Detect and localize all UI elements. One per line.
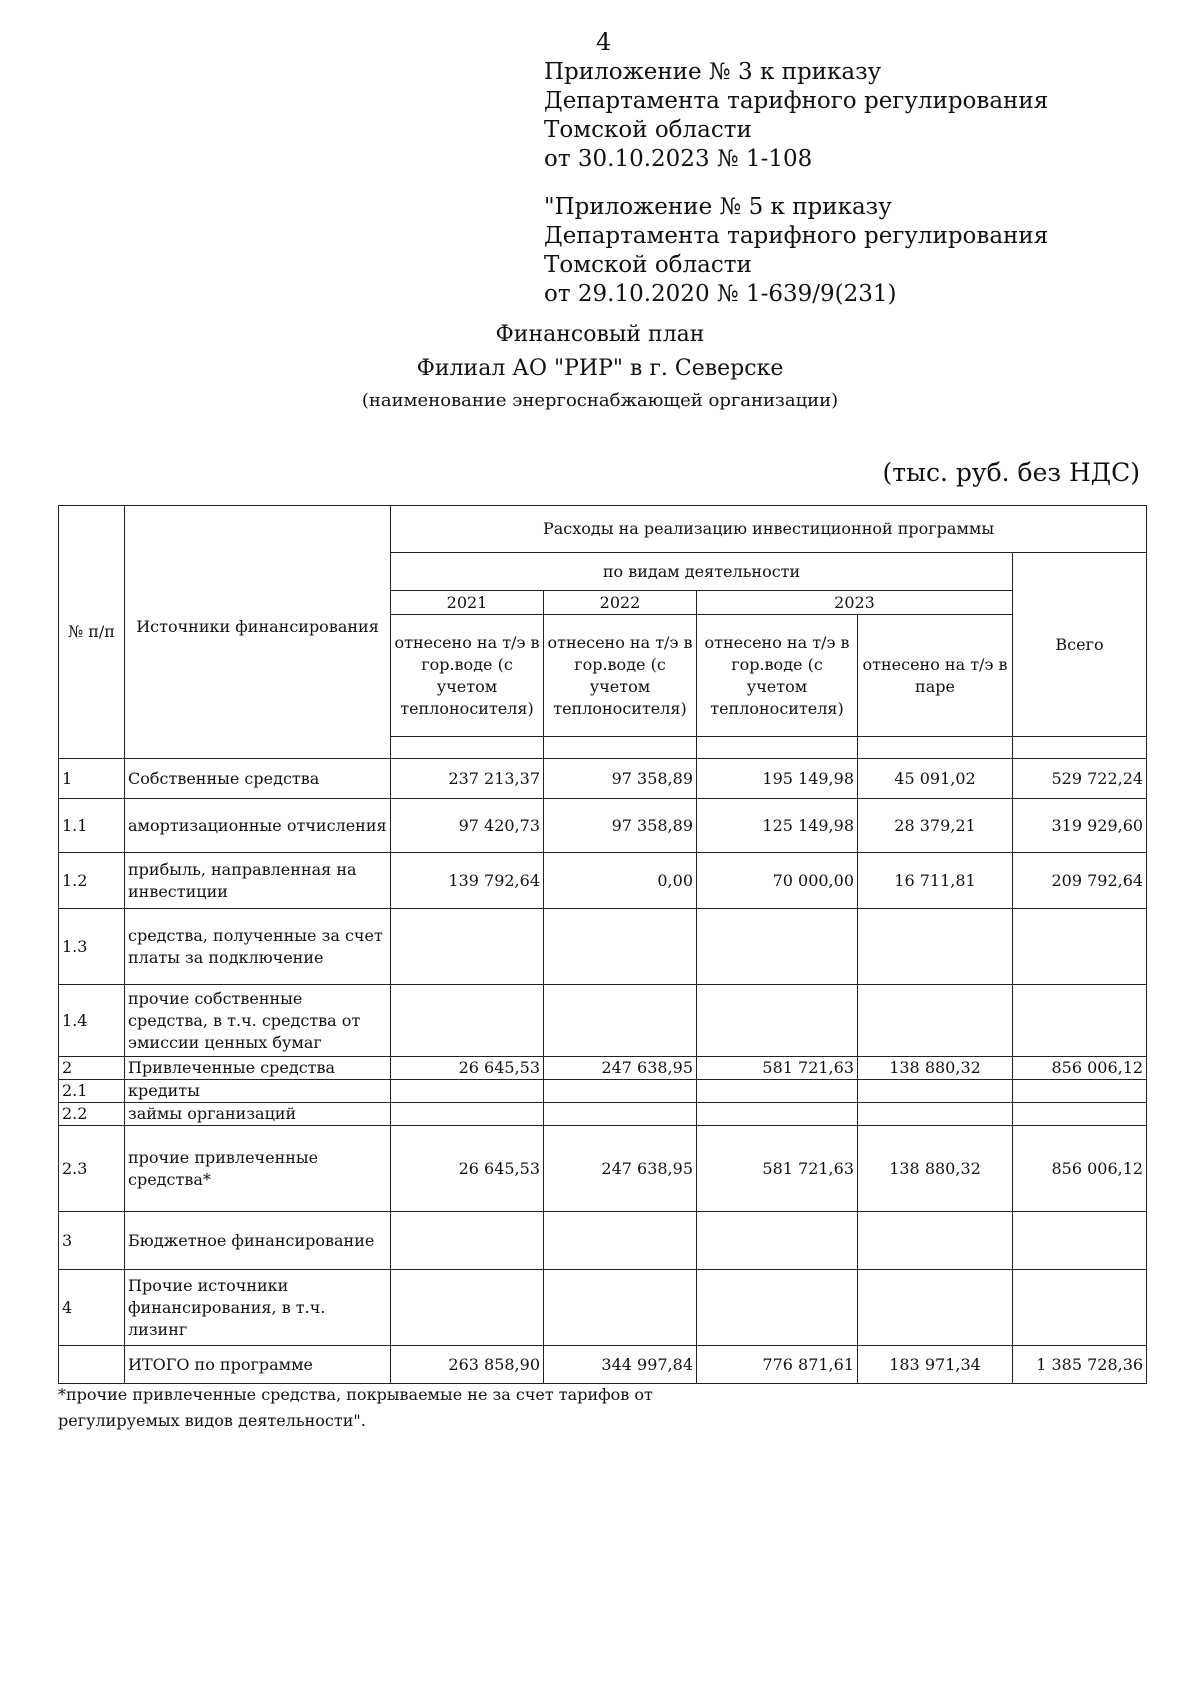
- cell-name: Прочие источники финансирования, в т.ч. лизинг: [125, 1270, 391, 1346]
- cell-num: 4: [59, 1270, 125, 1346]
- cell-total: 856 006,12: [1013, 1126, 1147, 1212]
- header-year-2023: 2023: [697, 591, 1013, 615]
- col-number: [697, 737, 858, 759]
- cell-name: прочие привлеченные средства*: [125, 1126, 391, 1212]
- cell-total: 529 722,24: [1013, 759, 1147, 799]
- appendix-line: от 29.10.2020 № 1-639/9(231): [544, 281, 897, 307]
- cell-v2021: [391, 909, 544, 985]
- cell-num: 1.4: [59, 985, 125, 1057]
- cell-v2021: 237 213,37: [391, 759, 544, 799]
- header-by-activity: по видам деятельности: [391, 553, 1013, 591]
- appendix-current-block: [544, 58, 1048, 174]
- footnote-line: *прочие привлеченные средства, покрываемые не за счет тарифов от: [58, 1385, 653, 1404]
- table-row: [59, 1346, 1147, 1384]
- appendix-line: Приложение № 3 к приказу: [544, 59, 882, 85]
- cell-v2023b: [858, 985, 1013, 1057]
- cell-total: [1013, 1212, 1147, 1270]
- organization-name: Филиал АО "РИР" в г. Северске: [416, 356, 784, 381]
- table-row: [59, 985, 1147, 1057]
- appendix-line: Томской области: [544, 252, 752, 278]
- appendix-line: Департамента тарифного регулирования: [544, 223, 1049, 249]
- cell-v2021: [391, 1103, 544, 1126]
- header-year-2022: 2022: [544, 591, 697, 615]
- cell-name: Привлеченные средства: [125, 1057, 391, 1080]
- cell-num: 1.1: [59, 799, 125, 853]
- cell-v2023a: 581 721,63: [697, 1126, 858, 1212]
- header-expenses: Расходы на реализацию инвестиционной программы: [391, 506, 1147, 553]
- appendix-line: "Приложение № 5 к приказу: [544, 194, 892, 220]
- cell-v2023b: [858, 1080, 1013, 1103]
- table-row: [59, 1270, 1147, 1346]
- cell-total: 856 006,12: [1013, 1057, 1147, 1080]
- table-row: [59, 1057, 1147, 1080]
- appendix-original-block: [544, 193, 1048, 309]
- footnote: [58, 1382, 653, 1434]
- financial-plan-table: [58, 505, 1147, 1384]
- cell-v2021: [391, 1270, 544, 1346]
- cell-v2023b: 28 379,21: [858, 799, 1013, 853]
- cell-v2023a: [697, 1080, 858, 1103]
- header-hot-water-2022: отнесено на т/э в гор.воде (с учетом теплоносителя): [544, 615, 697, 737]
- cell-v2023a: [697, 1270, 858, 1346]
- table-row: [59, 1103, 1147, 1126]
- header-num: № п/п: [59, 506, 125, 759]
- header-hot-water-2021: отнесено на т/э в гор.воде (с учетом теплоносителя): [391, 615, 544, 737]
- table-body: [59, 759, 1147, 1384]
- cell-v2021: 139 792,64: [391, 853, 544, 909]
- cell-v2022: [544, 985, 697, 1057]
- cell-v2021: 263 858,90: [391, 1346, 544, 1384]
- cell-v2021: 26 645,53: [391, 1126, 544, 1212]
- cell-v2023b: [858, 909, 1013, 985]
- table-row: [59, 799, 1147, 853]
- table-row: [59, 1080, 1147, 1103]
- cell-v2023a: 125 149,98: [697, 799, 858, 853]
- cell-v2021: [391, 985, 544, 1057]
- cell-name: амортизационные отчисления: [125, 799, 391, 853]
- cell-v2023a: [697, 1212, 858, 1270]
- cell-v2023a: 195 149,98: [697, 759, 858, 799]
- cell-v2021: 26 645,53: [391, 1057, 544, 1080]
- cell-v2023a: 776 871,61: [697, 1346, 858, 1384]
- cell-total: 209 792,64: [1013, 853, 1147, 909]
- footnote-line: регулируемых видов деятельности".: [58, 1411, 366, 1430]
- cell-v2023a: 70 000,00: [697, 853, 858, 909]
- cell-num: 1.2: [59, 853, 125, 909]
- cell-v2021: 97 420,73: [391, 799, 544, 853]
- cell-total: [1013, 1080, 1147, 1103]
- cell-v2021: [391, 1080, 544, 1103]
- cell-total: [1013, 1103, 1147, 1126]
- cell-v2022: [544, 909, 697, 985]
- cell-num: 2.2: [59, 1103, 125, 1126]
- page-number: 4: [596, 28, 612, 56]
- cell-name: средства, полученные за счет платы за подключение: [125, 909, 391, 985]
- document-title: Финансовый план: [495, 322, 705, 347]
- cell-v2022: 247 638,95: [544, 1126, 697, 1212]
- col-number: [858, 737, 1013, 759]
- header-hot-water-2023: отнесено на т/э в гор.воде (с учетом теплоносителя): [697, 615, 858, 737]
- cell-v2023b: [858, 1103, 1013, 1126]
- table-row: [59, 759, 1147, 799]
- cell-v2022: 344 997,84: [544, 1346, 697, 1384]
- col-number: [391, 737, 544, 759]
- cell-v2022: [544, 1080, 697, 1103]
- cell-num: 1.3: [59, 909, 125, 985]
- organization-caption: (наименование энергоснабжающей организации): [361, 390, 839, 411]
- cell-num: 2.3: [59, 1126, 125, 1212]
- header-year-2021: 2021: [391, 591, 544, 615]
- cell-name: Бюджетное финансирование: [125, 1212, 391, 1270]
- cell-v2023a: [697, 1103, 858, 1126]
- cell-total: [1013, 909, 1147, 985]
- cell-v2022: 97 358,89: [544, 799, 697, 853]
- cell-v2023b: [858, 1212, 1013, 1270]
- cell-v2023a: [697, 909, 858, 985]
- appendix-line: Томской области: [544, 117, 752, 143]
- cell-v2023a: [697, 985, 858, 1057]
- cell-total: [1013, 985, 1147, 1057]
- cell-v2023b: 45 091,02: [858, 759, 1013, 799]
- cell-num: 2: [59, 1057, 125, 1080]
- cell-name: займы организаций: [125, 1103, 391, 1126]
- cell-v2023b: [858, 1270, 1013, 1346]
- header-sources: Источники финансирования: [125, 506, 391, 759]
- cell-v2022: [544, 1103, 697, 1126]
- table-row: [59, 1212, 1147, 1270]
- col-number: [1013, 737, 1147, 759]
- appendix-line: Департамента тарифного регулирования: [544, 88, 1049, 114]
- units-label: (тыс. руб. без НДС): [882, 458, 1140, 487]
- cell-name: прибыль, направленная на инвестиции: [125, 853, 391, 909]
- cell-v2021: [391, 1212, 544, 1270]
- cell-num: 3: [59, 1212, 125, 1270]
- cell-num: 2.1: [59, 1080, 125, 1103]
- cell-v2022: [544, 1270, 697, 1346]
- table-row: [59, 1126, 1147, 1212]
- cell-num: 1: [59, 759, 125, 799]
- cell-total: 1 385 728,36: [1013, 1346, 1147, 1384]
- header-total: Всего: [1013, 553, 1147, 737]
- header-steam-2023: отнесено на т/э в паре: [858, 615, 1013, 737]
- cell-v2023b: 183 971,34: [858, 1346, 1013, 1384]
- cell-num: [59, 1346, 125, 1384]
- cell-v2023b: 138 880,32: [858, 1126, 1013, 1212]
- cell-v2022: [544, 1212, 697, 1270]
- cell-v2023a: 581 721,63: [697, 1057, 858, 1080]
- table-row: [59, 853, 1147, 909]
- table-row: [59, 909, 1147, 985]
- cell-name: кредиты: [125, 1080, 391, 1103]
- appendix-line: от 30.10.2023 № 1-108: [544, 146, 813, 172]
- cell-v2023b: 138 880,32: [858, 1057, 1013, 1080]
- cell-v2022: 0,00: [544, 853, 697, 909]
- cell-v2022: 97 358,89: [544, 759, 697, 799]
- cell-v2023b: 16 711,81: [858, 853, 1013, 909]
- cell-total: [1013, 1270, 1147, 1346]
- cell-v2022: 247 638,95: [544, 1057, 697, 1080]
- cell-total: 319 929,60: [1013, 799, 1147, 853]
- col-number: [544, 737, 697, 759]
- cell-name: прочие собственные средства, в т.ч. средства от эмиссии ценных бумаг: [125, 985, 391, 1057]
- cell-name: ИТОГО по программе: [125, 1346, 391, 1384]
- cell-name: Собственные средства: [125, 759, 391, 799]
